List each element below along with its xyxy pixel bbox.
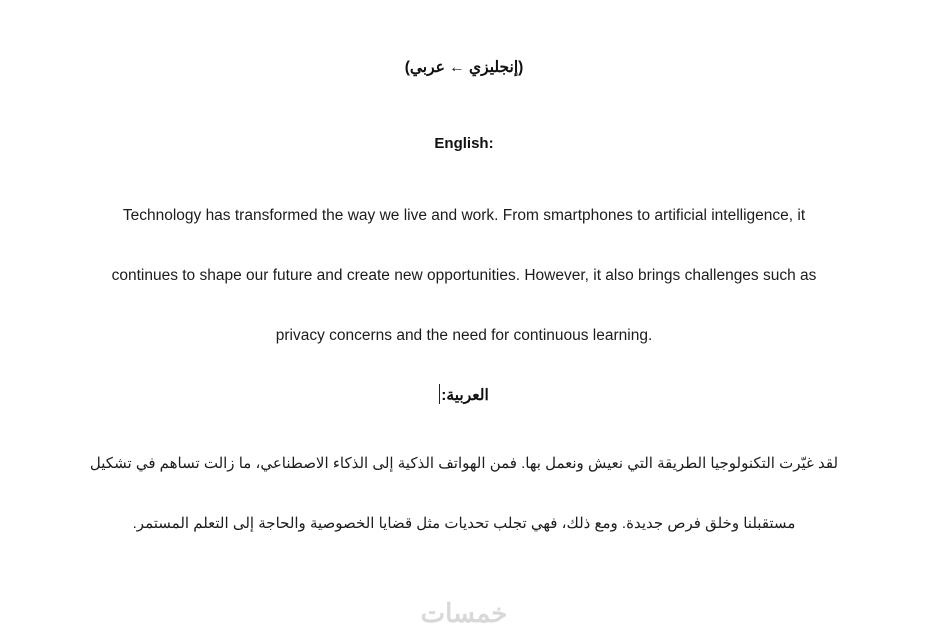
arabic-section-label <box>0 384 928 405</box>
english-section-label: English: <box>434 135 494 152</box>
watermark-logo: خمسات <box>420 598 508 628</box>
document-title: (إنجليزي ← عربي) <box>404 59 524 76</box>
english-paragraph: Technology has transformed the way we live and work. From smartphones to artificial intelligence, it continues to shape our future and create new opportunities. However, it also brings challenges such as privacy concerns and the need for continuous learning. <box>111 207 817 344</box>
arabic-section-label-text: العربية: <box>441 387 489 404</box>
arabic-paragraph: لقد غيّرت التكنولوجيا الطريقة التي نعيش ونعمل بها. فمن الهواتف الذكية إلى الذكاء الاصطناعي، ما زالت تساهم في تشكيل مستقبلنا وخلق فرص جديدة. ومع ذلك، فهي تجلب تحديات مثل قضايا الخصوصية والحاجة إلى التعلم المستمر. <box>89 455 839 532</box>
